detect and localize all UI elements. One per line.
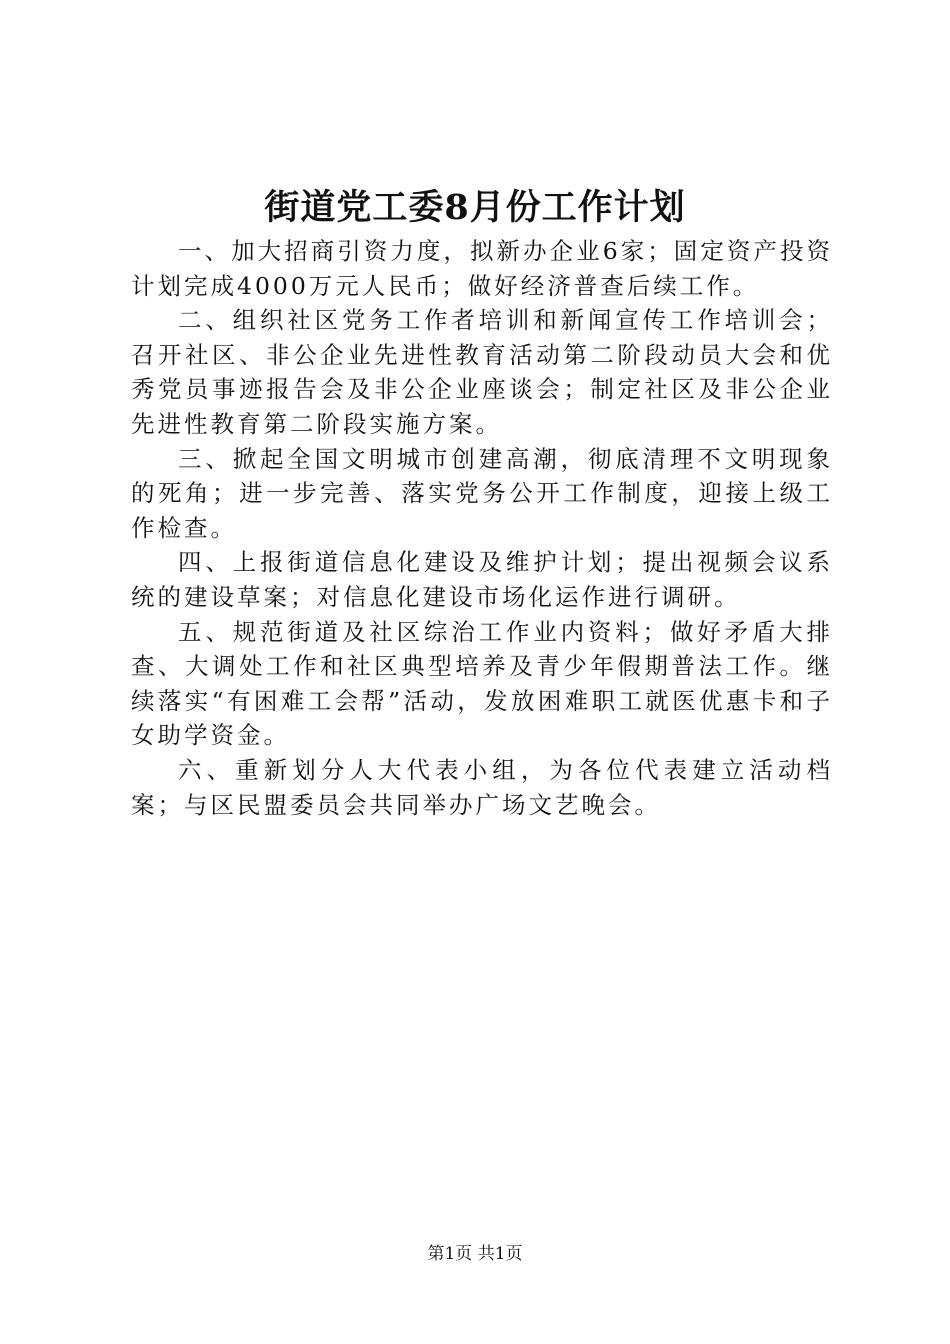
paragraph-6: 六、重新划分人大代表小组，为各位代表建立活动档案；与区民盟委员会共同举办广场文艺晚会。	[131, 755, 833, 819]
paragraph-1: 一、加大招商引资力度，拟新办企业6家；固定资产投资计划完成4000万元人民币；做好经济普查后续工作。	[131, 237, 833, 300]
paragraph-3: 三、掀起全国文明城市创建高潮，彻底清理不文明现象的死角；进一步完善、落实党务公开工作制度，迎接上级工作检查。	[131, 444, 833, 542]
document-title: 街道党工委8月份工作计划	[264, 187, 686, 228]
paragraph-4: 四、上报街道信息化建设及维护计划；提出视频会议系统的建设草案；对信息化建设市场化运作进行调研。	[131, 548, 833, 611]
page-number: 第1页	[427, 1244, 473, 1264]
paragraph-5: 五、规范街道及社区综治工作业内资料；做好矛盾大排查、大调处工作和社区典型培养及青少年假期普法工作。继续落实“有困难工会帮”活动，发放困难职工就医优惠卡和子女助学资金。	[131, 617, 833, 750]
page-total: 共1页	[477, 1244, 523, 1264]
paragraph-2: 二、组织社区党务工作者培训和新闻宣传工作培训会；召开社区、非公企业先进性教育活动第二阶段动员大会和优秀党员事迹报告会及非公企业座谈会；制定社区及非公企业先进性教育第二阶段实施方案。	[131, 306, 833, 438]
document-body	[131, 234, 833, 822]
page-footer	[0, 1242, 950, 1266]
